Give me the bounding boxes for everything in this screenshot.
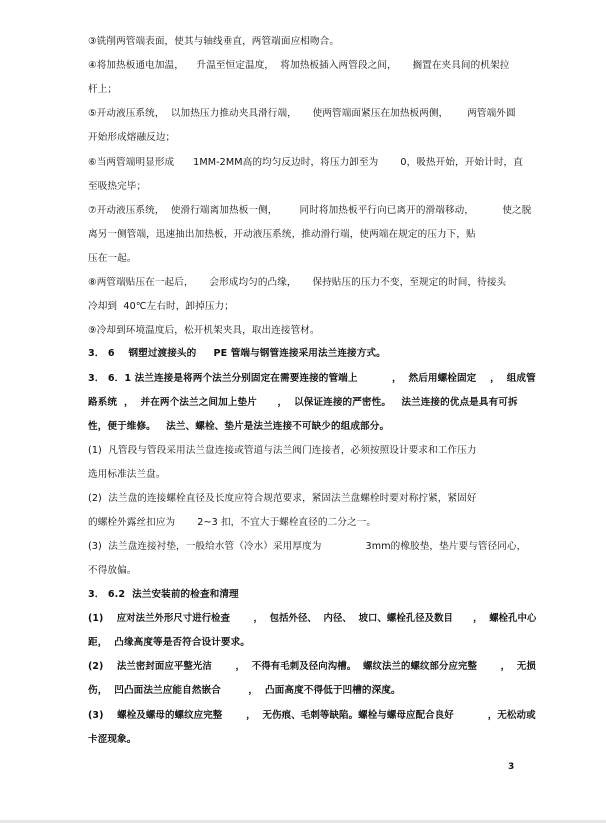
text-line: 冷却到 40℃左右时，卸掉压力； xyxy=(88,301,234,312)
text-line: (2) 法兰盘的连接螺栓直径及长度应符合规范要求，紧固法兰盘螺栓时要对称拧紧，紧固好 xyxy=(88,493,477,504)
text-line: ⑥当两管端明显形成 1MM-2MM高的均匀反边时，将压力卸至为 0，吸热开始，开始计时，直 xyxy=(88,157,523,168)
text-line: 卡涩现象。 xyxy=(88,734,137,745)
text-line: 离另一侧管端，迅速抽出加热板，开动液压系统，推动滑行端，使两端在规定的压力下，贴 xyxy=(88,229,476,240)
text-line: ⑨冷却到环境温度后，松开机架夹具，取出连接管材。 xyxy=(88,325,320,336)
text-line: 性，便于维修。 法兰、螺栓、垫片是法兰连接不可缺少的组成部分。 xyxy=(88,421,390,432)
text-line: ⑦开动液压系统， 使滑行端离加热板一侧， 同时将加热板平行向已离开的滑端移动， 使之脱 xyxy=(88,205,532,216)
text-line: ⑤开动液压系统， 以加热压力推动夹具滑行端， 使两管端面紧压在加热板两侧， 两管端外圆 xyxy=(88,108,516,119)
text-line: ③铣削两管端表面，使其与轴线垂直，两管端面应相吻合。 xyxy=(88,36,340,47)
text-line: 开始形成熔融反边； xyxy=(88,132,176,143)
section-heading: 3． 6.2 法兰安装前的检查和清理 xyxy=(88,589,239,600)
text-line: (2) 法兰密封面应平整光洁 ， 不得有毛刺及径向沟槽。 螺纹法兰的螺纹部分应完整 ， 无损 xyxy=(88,661,536,672)
text-line: 至吸热完毕； xyxy=(88,181,147,192)
text-line: 的螺栓外露丝扣应为 2~3 扣，不宜大于螺栓直径的二分之一。 xyxy=(88,517,377,528)
text-line: (1) 凡管段与管段采用法兰盘连接或管道与法兰阀门连接者，必须按照设计要求和工作压力 xyxy=(88,445,477,456)
text-line: ④将加热板通电加温， 升温至恒定温度， 将加热板插入两管段之间， 搁置在夹具间的机架拉 xyxy=(88,60,510,71)
text-line: 选用标准法兰盘。 xyxy=(88,469,166,480)
page-number: 3 xyxy=(508,762,515,772)
section-heading: 3． 6 钢塑过渡接头的 PE 管端与钢管连接采用法兰连接方式。 xyxy=(88,348,386,359)
text-line: 杆上； xyxy=(88,84,118,95)
text-line: 伤， 凹凸面法兰应能自然嵌合 ， 凸面高度不得低于凹槽的深度。 xyxy=(88,685,401,696)
text-line: (3) 螺栓及螺母的螺纹应完整 ， 无伤痕、毛刺等缺陷。螺栓与螺母应配合良好 ，无松动或 xyxy=(88,710,536,721)
text-line: (1) 应对法兰外形尺寸进行检查 ， 包括外径、 内径、 坡口、螺栓孔径及数目 ， 螺栓孔中心 xyxy=(88,613,537,624)
text-line: 不得放偏。 xyxy=(88,565,137,576)
text-line: ⑧两管端贴压在一起后， 会形成均匀的凸缘， 保持贴压的压力不变，至规定的时间，待接头 xyxy=(88,277,507,288)
text-line: (3) 法兰盘连接衬垫，一般给水管（冷水）采用厚度为 3mm的橡胶垫，垫片要与管径同心， xyxy=(88,541,527,552)
text-line: 距， 凸缘高度等是否符合设计要求。 xyxy=(88,637,250,648)
text-line: 路系统 ， 并在两个法兰之间加上垫片 ， 以保证连接的严密性。 法兰连接的优点是具有可拆 xyxy=(88,397,518,408)
text-line: 压在一起。 xyxy=(88,253,137,264)
text-line: 3． 6．1 法兰连接是将两个法兰分别固定在需要连接的管端上 ， 然后用螺栓固定 ， 组成管 xyxy=(88,373,536,384)
